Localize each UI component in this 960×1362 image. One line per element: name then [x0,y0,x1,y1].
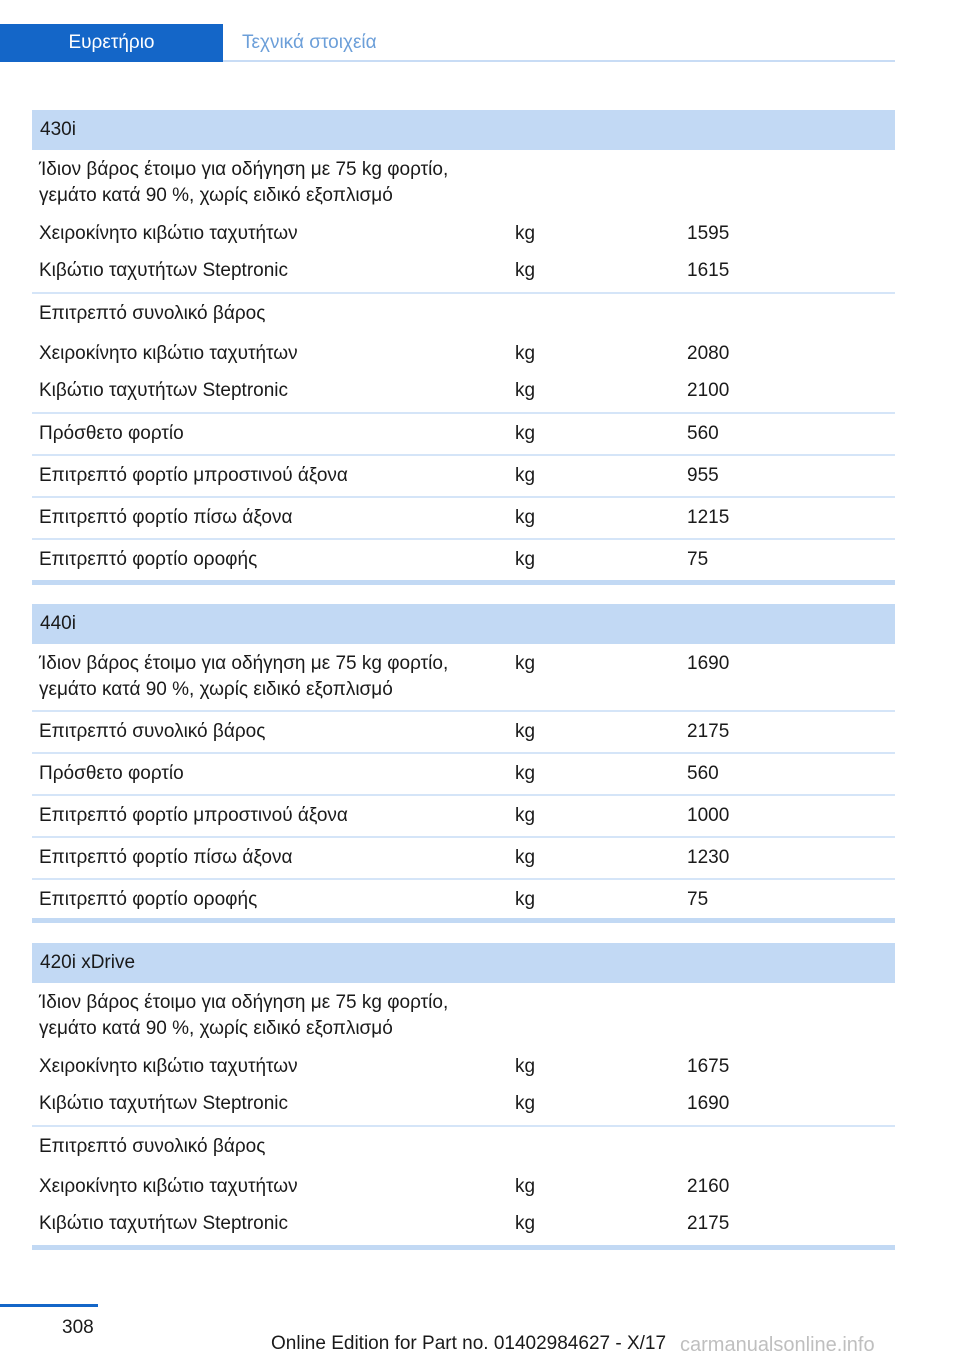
row-unit: kg [515,260,536,281]
table-row [32,1085,895,1127]
watermark: carmanualsonline.info [680,1334,875,1356]
row-label: Χειροκίνητο κιβώτιο ταχυτήτων [39,343,298,364]
edition-footer: Online Edition for Part no. 01402984627 - X/17 [271,1333,667,1354]
table-row [32,880,895,918]
row-value: 1690 [687,1093,730,1114]
row-unit: kg [515,1093,536,1114]
row-label: Επιτρεπτό συνολικό βάρος [39,1136,266,1157]
row-value: 2100 [687,380,730,401]
row-unit: kg [515,763,536,784]
table-row [32,252,895,294]
row-unit: kg [515,1056,536,1077]
top-tab-bar [0,24,895,62]
table-row [32,334,895,372]
row-value: 560 [687,423,719,444]
spec-section-440i [32,604,895,923]
row-label: Χειροκίνητο κιβώτιο ταχυτήτων [39,1176,298,1197]
section-footer-bar [32,580,895,585]
row-unit: kg [515,465,536,486]
row-value: 1215 [687,507,730,528]
table-row [32,1047,895,1085]
row-unit: kg [515,423,536,444]
row-label: Επιτρεπτό φορτίο οροφής [39,549,258,570]
row-label: Κιβώτιο ταχυτήτων Steptronic [39,1213,289,1234]
section-header: 430i [32,110,895,150]
page-number: 308 [62,1317,94,1338]
row-label: Κιβώτιο ταχυτήτων Steptronic [39,1093,289,1114]
table-row [32,372,895,414]
row-value: 1230 [687,847,730,868]
row-unit: kg [515,847,536,868]
row-label: Επιτρεπτό συνολικό βάρος [39,303,266,324]
row-unit: kg [515,343,536,364]
row-label: Ίδιον βάρος έτοιμο για οδήγηση με 75 kg φορτίο, γεμάτο κατά 90 %, χωρίς ειδικό εξοπλισμό [39,992,449,1039]
table-row [32,540,895,580]
row-label: Πρόσθετο φορτίο [39,763,184,784]
row-unit: kg [515,805,536,826]
row-unit: kg [515,1213,536,1234]
table-row [32,214,895,252]
tab-index[interactable]: Ευρετήριο [0,24,223,62]
page-number-bar [0,1304,98,1307]
row-label: Ίδιον βάρος έτοιμο για οδήγηση με 75 kg φορτίο, γεμάτο κατά 90 %, χωρίς ειδικό εξοπλισμό [39,653,449,700]
row-label: Επιτρεπτό φορτίο μπροστινού άξονα [39,805,348,826]
tab-technical-data[interactable]: Τεχνικά στοιχεία [242,32,377,53]
row-value: 1595 [687,223,730,244]
table-row [32,456,895,498]
table-row [32,1127,895,1167]
row-value: 1615 [687,260,730,281]
row-label: Επιτρεπτό συνολικό βάρος [39,721,266,742]
row-label: Κιβώτιο ταχυτήτων Steptronic [39,260,289,281]
table-row [32,838,895,880]
section-footer-bar [32,1245,895,1250]
spec-section-430i [32,110,895,585]
row-label: Επιτρεπτό φορτίο οροφής [39,889,258,910]
table-row [32,754,895,796]
row-unit: kg [515,507,536,528]
row-label: Πρόσθετο φορτίο [39,423,184,444]
row-unit: kg [515,653,536,674]
row-unit: kg [515,889,536,910]
row-value: 1675 [687,1056,730,1077]
row-value: 1690 [687,653,730,674]
table-row [32,983,895,1047]
row-label: Ίδιον βάρος έτοιμο για οδήγηση με 75 kg φορτίο, γεμάτο κατά 90 %, χωρίς ειδικό εξοπλισμό [39,159,449,206]
row-label: Κιβώτιο ταχυτήτων Steptronic [39,380,289,401]
row-label: Επιτρεπτό φορτίο πίσω άξονα [39,507,293,528]
table-row [32,150,895,214]
row-label: Χειροκίνητο κιβώτιο ταχυτήτων [39,1056,298,1077]
row-value: 560 [687,763,719,784]
table-row [32,294,895,334]
spec-section-420i-xdrive [32,943,895,1250]
table-row [32,498,895,540]
table-row [32,414,895,456]
row-unit: kg [515,549,536,570]
row-label: Επιτρεπτό φορτίο μπροστινού άξονα [39,465,348,486]
table-row [32,1167,895,1205]
row-unit: kg [515,721,536,742]
table-row [32,644,895,712]
row-unit: kg [515,223,536,244]
table-row [32,796,895,838]
row-value: 2080 [687,343,730,364]
section-header: 440i [32,604,895,644]
row-unit: kg [515,1176,536,1197]
row-value: 2175 [687,721,730,742]
row-value: 2175 [687,1213,730,1234]
table-row [32,712,895,754]
row-unit: kg [515,380,536,401]
row-value: 1000 [687,805,730,826]
row-value: 75 [687,889,709,910]
row-value: 2160 [687,1176,730,1197]
section-header: 420i xDrive [32,943,895,983]
row-label: Επιτρεπτό φορτίο πίσω άξονα [39,847,293,868]
row-value: 75 [687,549,709,570]
row-value: 955 [687,465,719,486]
section-footer-bar [32,918,895,923]
table-row [32,1205,895,1245]
row-label: Χειροκίνητο κιβώτιο ταχυτήτων [39,223,298,244]
